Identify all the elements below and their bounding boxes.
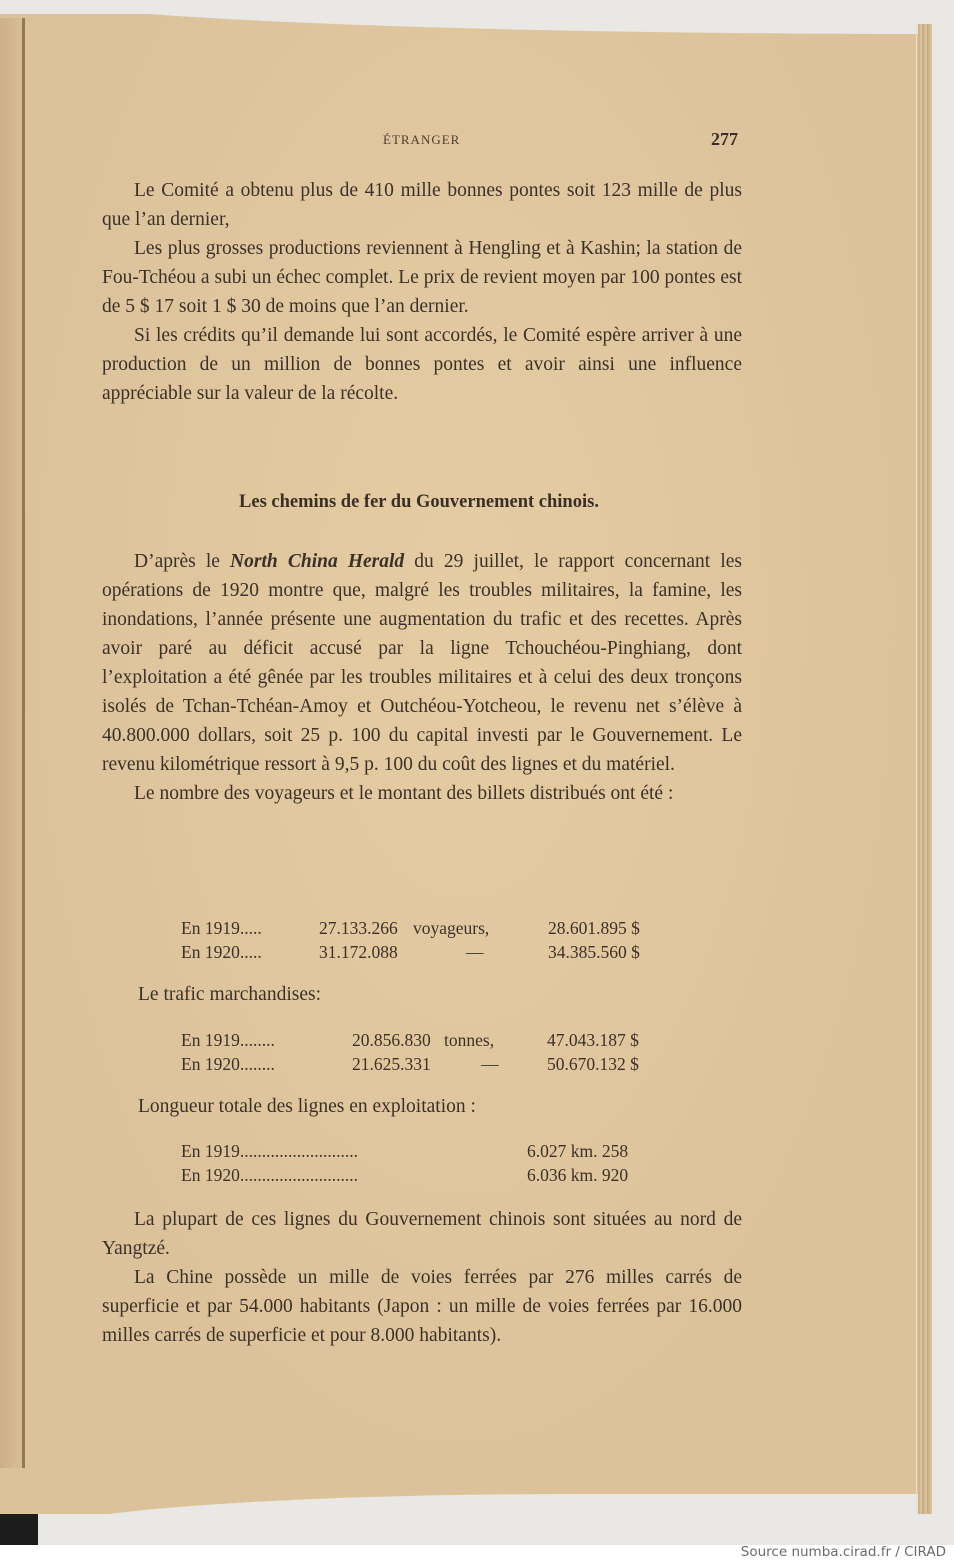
length-cell: 6.027 km. 258 <box>527 1141 629 1161</box>
year-cell: En 1920..... <box>181 942 262 962</box>
newspaper-title: North China Herald <box>230 551 405 572</box>
year-cell: En 1920........................... <box>181 1165 358 1185</box>
paragraph: Le Comité a obtenu plus de 410 mille bonnes pontes soit 123 mille de plus que l’an dernier, <box>102 180 742 230</box>
page-bottom-edge <box>38 1494 930 1534</box>
freight-intro: Le trafic marchandises: <box>138 984 321 1005</box>
unit-cell: voyageurs, <box>413 918 490 938</box>
year-cell: En 1920........ <box>181 1054 275 1074</box>
section-title-text: Les chemins de fer du Gouvernement chinois. <box>239 492 599 512</box>
count-cell: 20.856.830 <box>352 1030 431 1050</box>
length-cell: 6.036 km. 920 <box>527 1165 629 1185</box>
bottom-paragraphs <box>102 1205 742 1350</box>
travellers-intro: Le nombre des voyageurs et le montant des billets distribués ont été : <box>134 783 674 804</box>
unit-cell: — <box>481 1054 499 1074</box>
main-paragraph-body: du 29 juillet, le rapport concernant les opérations de 1920 montre que, malgré les troubles militaires, la famine, les inondations, l’année présente une augmentation du trafic et des recettes. Après avoir paré au déficit accusé par la ligne Tchouchéou-Pinghiang, dont l’exploitation a été gênée par les troubles militaires et à celui des deux tronçons isolés de Tchan-Tchéan-Amoy et Outchéou-Yotcheou, le revenu net s’élève à 40.800.000 dollars, soit 25 p. 100 du capital investi par le Gouvernement. Le revenu kilométrique ressort à 9,5 p. 100 du coût des lignes et du matériel. <box>102 551 742 775</box>
amount-cell: 34.385.560 $ <box>548 942 640 962</box>
count-cell: 21.625.331 <box>352 1054 431 1074</box>
top-paragraphs <box>102 176 742 408</box>
page-number: 277 <box>711 129 738 149</box>
page-top-edge <box>30 0 930 34</box>
count-cell: 27.133.266 <box>319 918 398 938</box>
paragraph: La Chine possède un mille de voies ferrées par 276 milles carrés de superficie et par 54.000 habitants (Japon : un mille de voies ferrées par 16.000 milles carrés de superficie et pour 8.000 habitants). <box>102 1267 742 1346</box>
paragraph: Les plus grosses productions reviennent à Hengling et à Kashin; la station de Fou-Tchéou a subi un échec complet. Le prix de revient moyen par 100 pontes est de 5 $ 17 soit 1 $ 30 de moins que l’an dernier. <box>102 238 742 317</box>
main-paragraph-block <box>102 547 742 808</box>
running-title: ÉTRANGER <box>383 132 461 147</box>
unit-cell: tonnes, <box>444 1030 495 1050</box>
amount-cell: 28.601.895 $ <box>548 918 640 938</box>
amount-cell: 47.043.187 $ <box>547 1030 639 1050</box>
main-paragraph-lead: D’après le <box>134 551 231 572</box>
source-credit: Source numba.cirad.fr / CIRAD <box>740 1544 946 1560</box>
paragraph: Si les crédits qu’il demande lui sont accordés, le Comité espère arriver à une production de un million de bonnes pontes et avoir ainsi une influence appréciable sur la valeur de la récolte. <box>102 325 742 404</box>
page-edge-line <box>916 24 917 1514</box>
main-paragraph <box>102 547 742 779</box>
section-title <box>0 492 954 513</box>
amount-cell: 50.670.132 $ <box>547 1054 639 1074</box>
count-cell: 31.172.088 <box>319 942 398 962</box>
page-gutter <box>0 18 22 1468</box>
paragraph: La plupart de ces lignes du Gouvernement chinois sont situées au nord de Yangtzé. <box>102 1209 742 1259</box>
gutter-fold-line <box>22 18 25 1468</box>
page-stack-edges <box>918 24 932 1514</box>
year-cell: En 1919........................... <box>181 1141 358 1161</box>
unit-cell: — <box>466 942 484 962</box>
length-intro: Longueur totale des lignes en exploitation : <box>138 1096 476 1117</box>
year-cell: En 1919........ <box>181 1030 275 1050</box>
running-head <box>0 129 954 156</box>
year-cell: En 1919..... <box>181 918 262 938</box>
